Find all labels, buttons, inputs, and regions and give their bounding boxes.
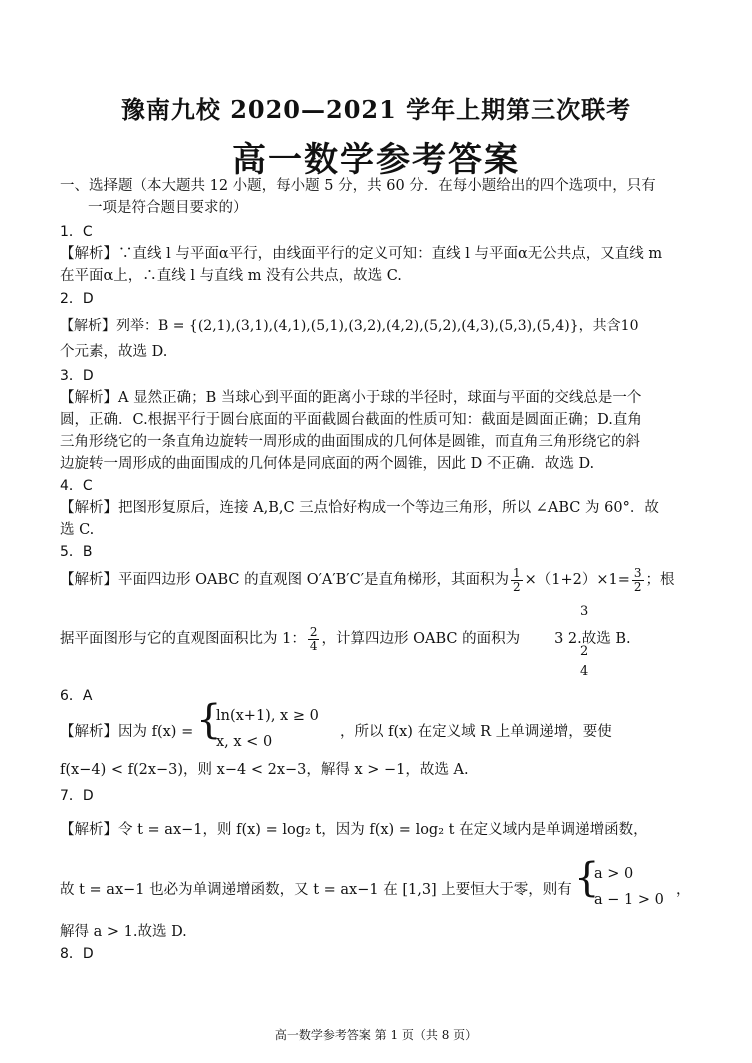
fraction [511,567,523,594]
q7-explain-3: 解得 a > 1.故选 D. [60,924,187,940]
q1-explain-2: 在平面α上，∴直线 l 与直线 m 没有公共点，故选 C. [60,268,402,284]
q5-explain-1 [60,565,700,595]
q4-explain-2: 选 C. [60,522,95,538]
q7-case-1: a > 0 [594,866,634,882]
q5-text-e: ，计算四边形 OABC 的面积为 [321,631,521,647]
denominator: 4 [309,638,318,653]
q5-stack-bot: 4 [580,664,589,679]
page-footer: 高一数学参考答案 第 1 页（共 8 页） [274,1028,478,1042]
q5-text-b: ×（1+2）×1= [524,572,630,588]
q6-text-a: 【解析】因为 f(x) = [60,724,194,740]
q4-answer: 4．C [60,478,93,494]
q7-comma: ， [676,882,691,898]
q6-explain-2: f(x−4) < f(2x−3)，则 x−4 < 2x−3，解得 x > −1，故选 A. [60,762,469,778]
q6-case-2: x, x < 0 [216,734,273,750]
q5-stack-mid: 2 [580,644,589,659]
q7-case-2: a − 1 > 0 [594,892,664,908]
q3-explain-2: 圆，正确．C.根据平行于圆台底面的平面截圆台截面的性质可知：截面是圆面正确；D.直角 [60,412,642,428]
exam-title: 豫南九校 2020—2021 学年上期第三次联考 [120,95,632,124]
q3-answer: 3．D [60,368,94,384]
q5-text-a: 【解析】平面四边形 OABC 的直观图 O′A′B′C′是直角梯形，其面积为 [60,572,509,588]
q7-explain-2: 故 t = ax−1 也必为单调递增函数，又 t = ax−1 在 [1,3] 上要恒大于零，则有 [60,882,572,898]
fraction [308,626,320,653]
section-heading-cont: 一项是符合题目要求的） [88,200,248,216]
q2-explain-2: 个元素，故选 D. [60,344,168,360]
fraction [632,567,644,594]
q3-explain-4: 边旋转一周形成的曲面围成的几何体是同底面的两个圆锥，因此 D 不正确．故选 D. [60,456,595,472]
q1-answer: 1．C [60,224,93,240]
numerator: 2 [309,624,318,639]
denominator: 2 [633,579,642,594]
q1-explain-1: 【解析】∵直线 l 与平面α平行，由线面平行的定义可知：直线 l 与平面α无公共点，又直线 m [60,246,663,262]
numerator: 3 [633,565,642,580]
q2-answer: 2．D [60,291,94,307]
q7-explain-1: 【解析】令 t = ax−1，则 f(x) = log₂ t，因为 f(x) = log₂ t 在定义域内是单调递增函数， [60,822,648,838]
numerator: 1 [512,565,521,580]
q3-explain-3: 三角形绕它的一条直角边旋转一周形成的曲面围成的几何体是圆锥，而直角三角形绕它的斜 [60,434,640,450]
q5-answer: 5．B [60,544,93,560]
q5-text-d: 据平面图形与它的直观图面积比为 1： [60,631,306,647]
q5-text-f: 3 2.故选 B. [554,631,631,647]
q8-answer: 8．D [60,946,94,962]
q6-answer: 6．A [60,688,93,704]
q6-case-1: ln(x+1), x ≥ 0 [216,708,319,724]
section-heading: 一、选择题（本大题共 12 小题，每小题 5 分，共 60 分．在每小题给出的四个选项中，只有 [60,178,656,194]
denominator: 2 [512,579,521,594]
q3-explain-1: 【解析】A 显然正确；B 当球心到平面的距离小于球的半径时，球面与平面的交线总是一个 [60,390,642,406]
left-brace-icon: { [196,697,222,743]
page-title: 高一数学参考答案 [232,140,520,180]
q2-explain-1: 【解析】列举：B = {(2,1),(3,1),(4,1),(5,1),(3,2),(4,2),(5,2),(4,3),(5,3),(5,4)}，共含10 [60,318,639,334]
q4-explain-1: 【解析】把图形复原后，连接 A,B,C 三点恰好构成一个等边三角形，所以 ∠ABC 为 60°．故 [60,500,659,516]
q7-answer: 7．D [60,788,94,804]
q5-text-c: ；根 [645,572,675,588]
q6-text-b: ，所以 f(x) 在定义域 R 上单调递增，要使 [340,724,612,740]
q5-explain-2 [60,622,700,656]
q5-stack-top: 3 [580,604,589,619]
left-brace-icon: { [574,855,600,901]
